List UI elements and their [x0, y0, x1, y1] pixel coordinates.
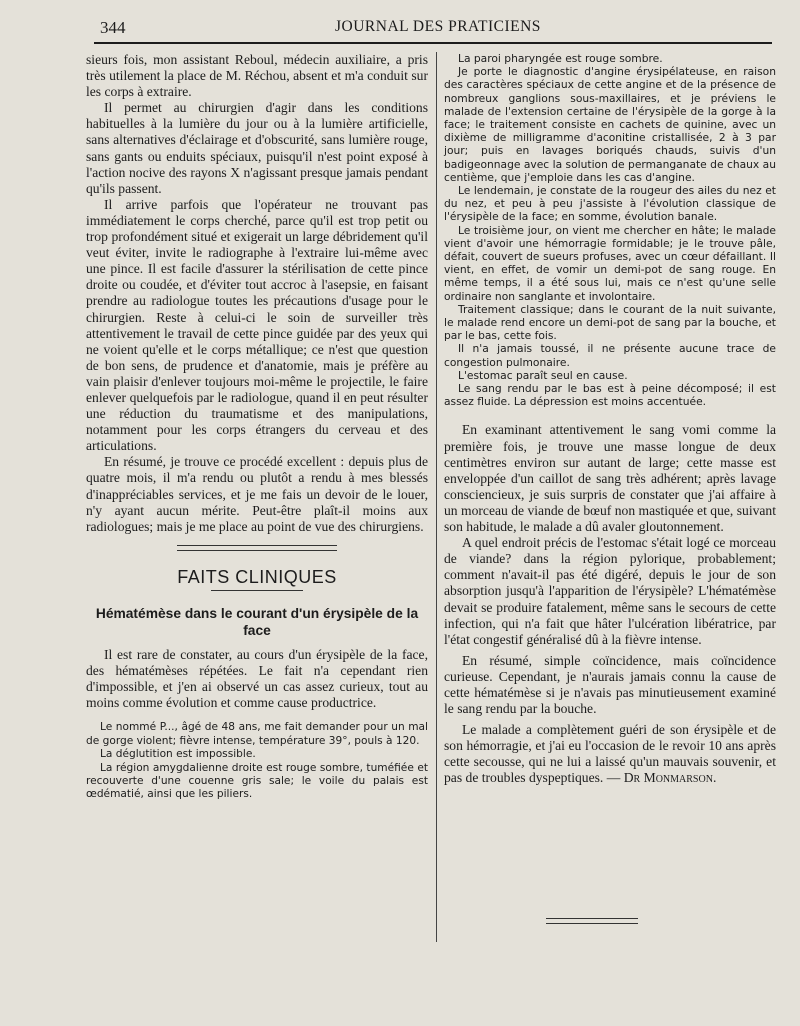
section-underline — [211, 590, 303, 591]
header-rule — [94, 42, 772, 44]
page-number: 344 — [100, 18, 126, 37]
section-separator — [177, 545, 337, 551]
author-signature: Dr Monmarson. — [623, 770, 717, 786]
last-paragraph-text: Le malade a complètement guéri de son érysipèle et de son hémorragie, et j'ai eu l'occasion de le revoir 10 ans après cette secousse, qui ne lui a laissé qu'un mauvais souvenir, et pas de troubles dyspeptiques. — — [444, 722, 776, 786]
end-separator — [546, 918, 638, 924]
case-paragraph: Le lendemain, je constate de la rougeur des ailes du nez et du nez, et peu à peu j'assiste à l'évolution classique de l'érysipèle de la face; en somme, évolution banale. — [444, 184, 776, 224]
discussion — [444, 422, 776, 786]
case-paragraph: Le nommé P..., âgé de 48 ans, me fait demander pour un mal de gorge violent; fièvre intense, température 39°, pouls à 120. — [86, 721, 428, 747]
page-header — [0, 14, 800, 38]
paragraph: En résumé, simple coïncidence, mais coïncidence curieuse. Cependant, je n'aurais jamais connu la cause de cette hématémèse si je n'avais pas minutieusement examiné le sang rendu par la bouche. — [444, 652, 776, 717]
article-title: Hématémèse dans le courant d'un érysipèle de la face — [95, 605, 419, 638]
column-divider — [436, 52, 437, 942]
case-paragraph: Il n'a jamais toussé, il ne présente aucune trace de congestion pulmonaire. — [444, 342, 776, 369]
case-paragraph: Le sang rendu par le bas est à peine décomposé; il est assez fluide. La dépression est moins accentuée. — [444, 382, 776, 409]
paragraph: Il permet au chirurgien d'agir dans les conditions habituelles à la lumière du jour ou à la lumière artificielle, sans alternatives d'éclairage et d'obscurité, sans lumière rouge, sans gants ou enduits spéciaux, puisqu'il n'est point exposé à l'action nocive des rayons X n'agissant presque jamais pendant qu'ils passent. — [86, 100, 428, 196]
case-paragraph: Le troisième jour, on vient me chercher en hâte; le malade vient d'avoir une hémorragie formidable; je le trouve pâle, défait, couvert de sueurs profuses, avec un cœur défaillant. Il vient, en effet, de vomir un demi-pot de sang rouge. En même temps, il a été sous lui, mais ce n'est qu'une selle ordinaire non sanglante et involontaire. — [444, 223, 776, 303]
case-report — [86, 721, 428, 801]
section-title: FAITS CLINIQUES — [177, 566, 337, 587]
case-paragraph: Je porte le diagnostic d'angine érysipélateuse, en raison des caractères spéciaux de cette angine et de la présence de nombreux ganglions sous-maxillaires, et je préviens le malade de l'extension certaine de l'érysipèle de la gorge à la face; le traitement consiste en cachets de quinine, avec un dixième de milligramme d'aconitine cristallisée, 2 à 3 par jour; puis en lavages boriqués chauds, suivis d'un badigeonnage avec la solution de permanganate de chaux au centième, que j'emploie dans les cas d'angine. — [444, 65, 776, 184]
journal-title: JOURNAL DES PRATICIENS — [335, 18, 541, 35]
paragraph: sieurs fois, mon assistant Reboul, médecin auxiliaire, a pris très utilement la place de M. Réchou, absent et m'a conduit sur les corps à extraire. — [86, 52, 428, 100]
case-paragraph: La déglutition est impossible. — [100, 748, 256, 761]
left-column — [86, 52, 428, 802]
case-report-continued — [444, 52, 776, 408]
right-column — [444, 52, 776, 787]
case-paragraph: La paroi pharyngée est rouge sombre. — [458, 52, 663, 65]
paragraph: En résumé, je trouve ce procédé excellent : depuis plus de quatre mois, il m'a rendu ou plutôt a rendu à mes blessés d'inappréciables services, et je me fais un devoir de le louer, n'y ayant aucun mérite. Peut-être plaît-il moins aux radiologues; mais je me place au point de vue des chirurgiens. — [86, 454, 428, 534]
article-intro: Il est rare de constater, au cours d'un érysipèle de la face, des hématémèses répétées. Le fait n'a cependant rien d'impossible, et j'en ai observé un cas assez curieux, tout au moins comme évolution et comme cause productrice. — [86, 646, 428, 711]
paragraph: A quel endroit précis de l'estomac s'était logé ce morceau de viande? dans la région pylorique, probablement; comment n'avait-il pas été digéré, depuis le jour de son absorption jusqu'à l'apparition de l'érysipèle? L'hématémèse devait se produire fatalement, même sans le secours de cette infection, qui n'a fait que hâter l'ulcération libératrice, par l'état congestif généralisé dû à la fièvre intense. — [444, 535, 776, 647]
paragraph: Il arrive parfois que l'opérateur ne trouvant pas immédiatement le corps cherché, parce qu'il est trop petit ou trop profondément situé et exigerait un large débridement qu'il veut éviter, invite le radiographe à l'extraire lui-même avec une pince. Il est facile d'assurer la stérilisation de cette pince droite ou coudée, et d'éviter tout accroc à l'asepsie, en faisant prendre au radiologue toutes les précautions d'usage pour le chirurgien. Reste à celui-ci le soin de surveiller très attentivement le travail de cette pince guidée par des yeux qui ne voient qu'elle et le corps métallique; ce n'est que question de bon sens, de prudence et d'anatomie, mais je préfère au vain plaisir d'enlever toujours moi-même le projectile, le faire enlever quelquefois par le radiologue, quand il en peut résulter une réduction du traumatisme et des manipulations, notamment pour les corps étrangers du cerveau et des articulations. — [86, 196, 428, 454]
paragraph — [444, 722, 776, 786]
case-paragraph: Traitement classique; dans le courant de la nuit suivante, le malade rend encore un demi-pot de sang par la bouche, et par le bas, cette fois. — [444, 302, 776, 343]
case-paragraph: L'estomac paraît seul en cause. — [458, 368, 628, 382]
paragraph: En examinant attentivement le sang vomi comme la première fois, je trouve une masse longue de deux centimètres environ sur autant de large; cette masse est enveloppée d'un caillot de sang très adhérent; après lavage consciencieux, je suis surpris de constater que j'ai affaire à un morceau de viande de bœuf non mastiquée et que, suivant son habitude, le malade a dû avaler gloutonnement. — [444, 422, 776, 535]
case-paragraph: La région amygdalienne droite est rouge sombre, tuméfiée et recouverte d'une couenne gris sale; le voile du palais est œdématié, ainsi que les piliers. — [86, 761, 428, 801]
